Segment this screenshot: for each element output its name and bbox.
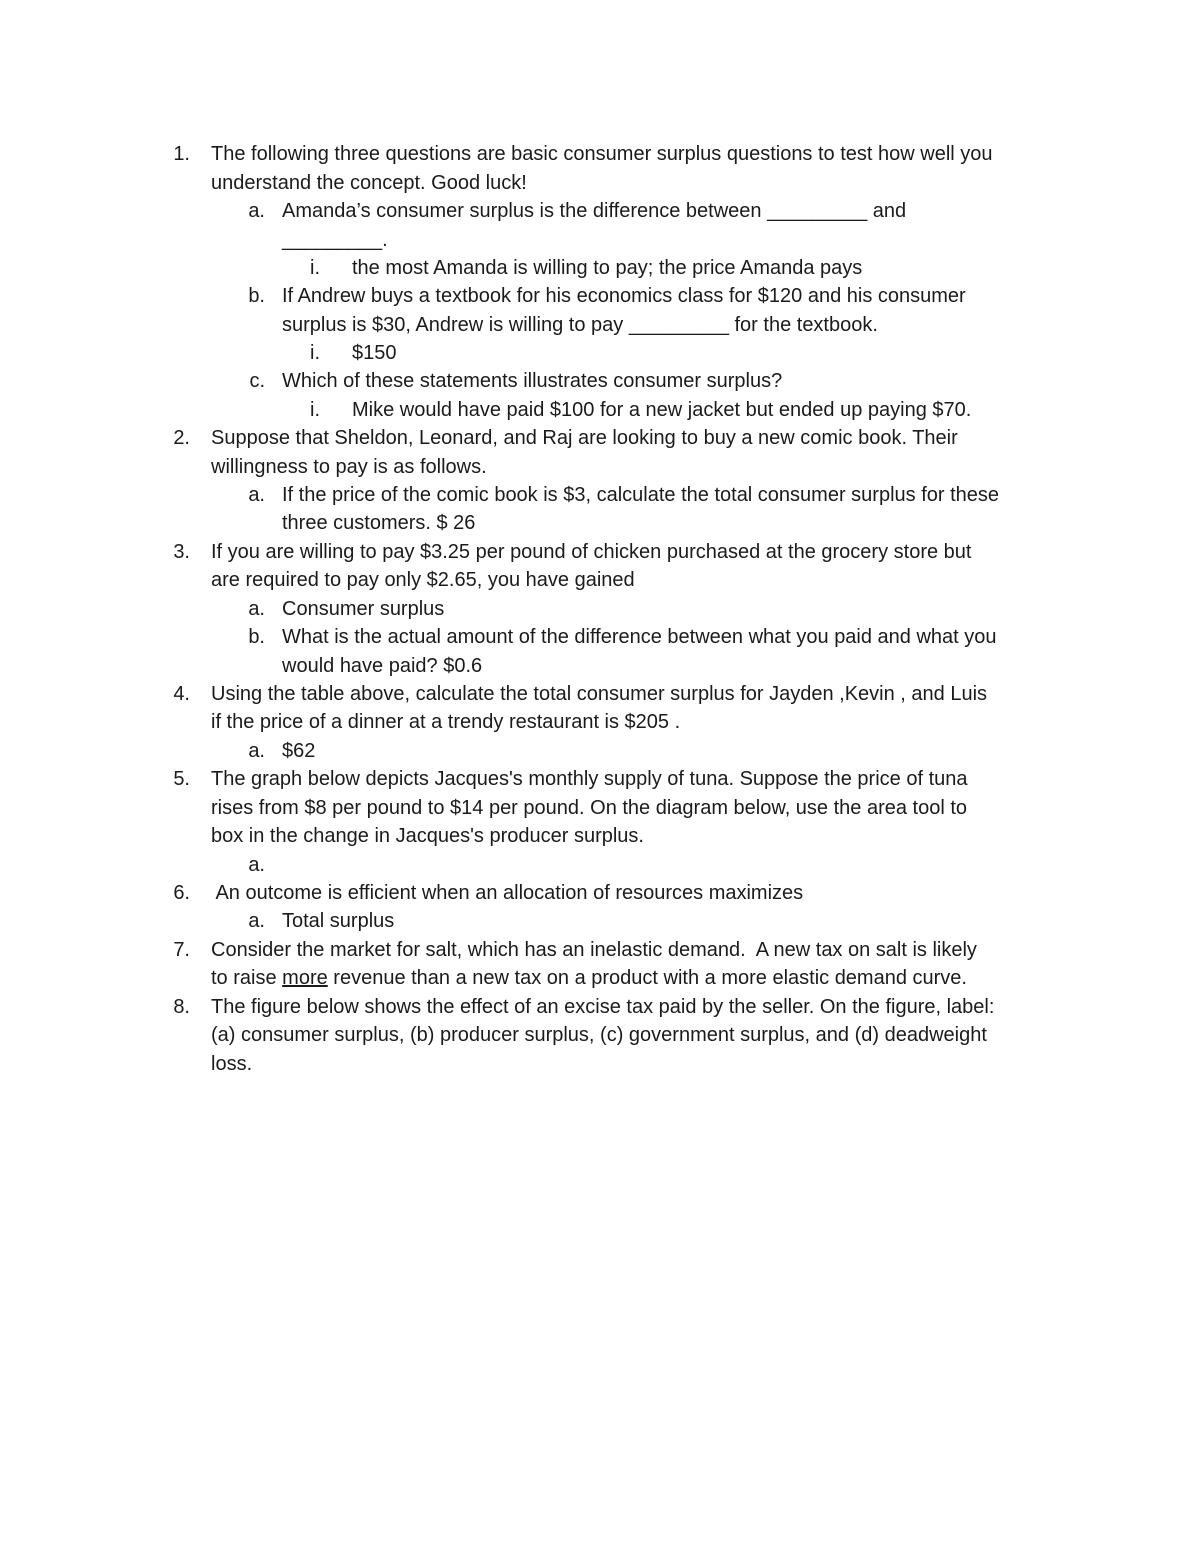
question-6a-text: Total surplus [282, 910, 395, 932]
question-2a-text-line-2: three customers. $ 26 [282, 512, 476, 534]
question-3-text-line-2: are required to pay only $2.65, you have gained [211, 569, 635, 591]
question-5-text-line-3: box in the change in Jacques's producer surplus. [211, 825, 644, 847]
question-6-text: An outcome is efficient when an allocation of resources maximizes [211, 882, 804, 904]
question-6a-marker: a. [248, 910, 265, 932]
question-8-text-line-1: The figure below shows the effect of an excise tax paid by the seller. On the figure, label: [211, 996, 995, 1018]
question-1-text-line-2: understand the concept. Good luck! [211, 172, 527, 194]
question-7-text-line-1: Consider the market for salt, which has an inelastic demand. A new tax on salt is likely [211, 939, 977, 961]
question-1a-answer: the most Amanda is willing to pay; the price Amanda pays [352, 257, 863, 279]
question-4a-marker: a. [248, 740, 265, 762]
question-7-text-after: revenue than a new tax on a product with a more elastic demand curve. [327, 967, 967, 989]
question-1a-answer-marker: i. [310, 257, 320, 279]
question-1b-text-line-2: surplus is $30, Andrew is willing to pay _________ for the textbook. [282, 314, 878, 336]
question-2-number: 2. [173, 427, 190, 449]
question-5-text-line-2: rises from $8 per pound to $14 per pound. On the diagram below, use the area tool to [211, 797, 968, 819]
question-3a-text: Consumer surplus [282, 598, 445, 620]
question-8-text-line-2: (a) consumer surplus, (b) producer surplus, (c) government surplus, and (d) deadweight [211, 1024, 987, 1046]
question-1-number: 1. [173, 143, 190, 165]
question-1b-answer: $150 [352, 342, 397, 364]
question-1a-text-line-1: Amanda’s consumer surplus is the difference between _________ and [282, 200, 907, 222]
question-7-number: 7. [173, 939, 190, 961]
question-4-text-line-1: Using the table above, calculate the total consumer surplus for Jayden ,Kevin , and Luis [211, 683, 988, 705]
question-1c-answer-marker: i. [310, 399, 320, 421]
question-1b-answer-marker: i. [310, 342, 320, 364]
question-5-number: 5. [173, 768, 190, 790]
question-2a-text-line-1: If the price of the comic book is $3, calculate the total consumer surplus for these [282, 484, 1000, 506]
question-7-text-line-2 [211, 964, 967, 992]
question-5a-marker: a. [248, 854, 265, 876]
question-1c-text-line-1: Which of these statements illustrates consumer surplus? [282, 370, 783, 392]
question-2-text-line-1: Suppose that Sheldon, Leonard, and Raj are looking to buy a new comic book. Their [211, 427, 958, 449]
question-4-text-line-2: if the price of a dinner at a trendy restaurant is $205 . [211, 711, 681, 733]
question-4a-text: $62 [282, 740, 316, 762]
question-3b-text-line-1: What is the actual amount of the difference between what you paid and what you [282, 626, 997, 648]
question-1-text-line-1: The following three questions are basic consumer surplus questions to test how well you [211, 143, 993, 165]
question-4-number: 4. [173, 683, 190, 705]
question-5-text-line-1: The graph below depicts Jacques's monthly supply of tuna. Suppose the price of tuna [211, 768, 968, 790]
question-3b-text-line-2: would have paid? $0.6 [282, 655, 483, 677]
question-3b-marker: b. [248, 626, 265, 648]
question-2a-marker: a. [248, 484, 265, 506]
question-8-number: 8. [173, 996, 190, 1018]
question-1a-text-line-2: _________. [282, 229, 388, 251]
question-8-text-line-3: loss. [211, 1053, 253, 1075]
question-1c-marker: c. [249, 370, 265, 392]
question-6-number: 6. [173, 882, 190, 904]
question-3-number: 3. [173, 541, 190, 563]
question-1c-answer: Mike would have paid $100 for a new jacket but ended up paying $70. [352, 399, 972, 421]
question-3a-marker: a. [248, 598, 265, 620]
question-1b-text-line-1: If Andrew buys a textbook for his economics class for $120 and his consumer [282, 285, 966, 307]
question-7-underlined-word: more [282, 967, 328, 989]
question-3-text-line-1: If you are willing to pay $3.25 per pound of chicken purchased at the grocery store but [211, 541, 972, 563]
question-7-text-before: to raise [211, 967, 283, 989]
question-1a-marker: a. [248, 200, 265, 222]
question-1b-marker: b. [248, 285, 265, 307]
question-2-text-line-2: willingness to pay is as follows. [211, 456, 487, 478]
